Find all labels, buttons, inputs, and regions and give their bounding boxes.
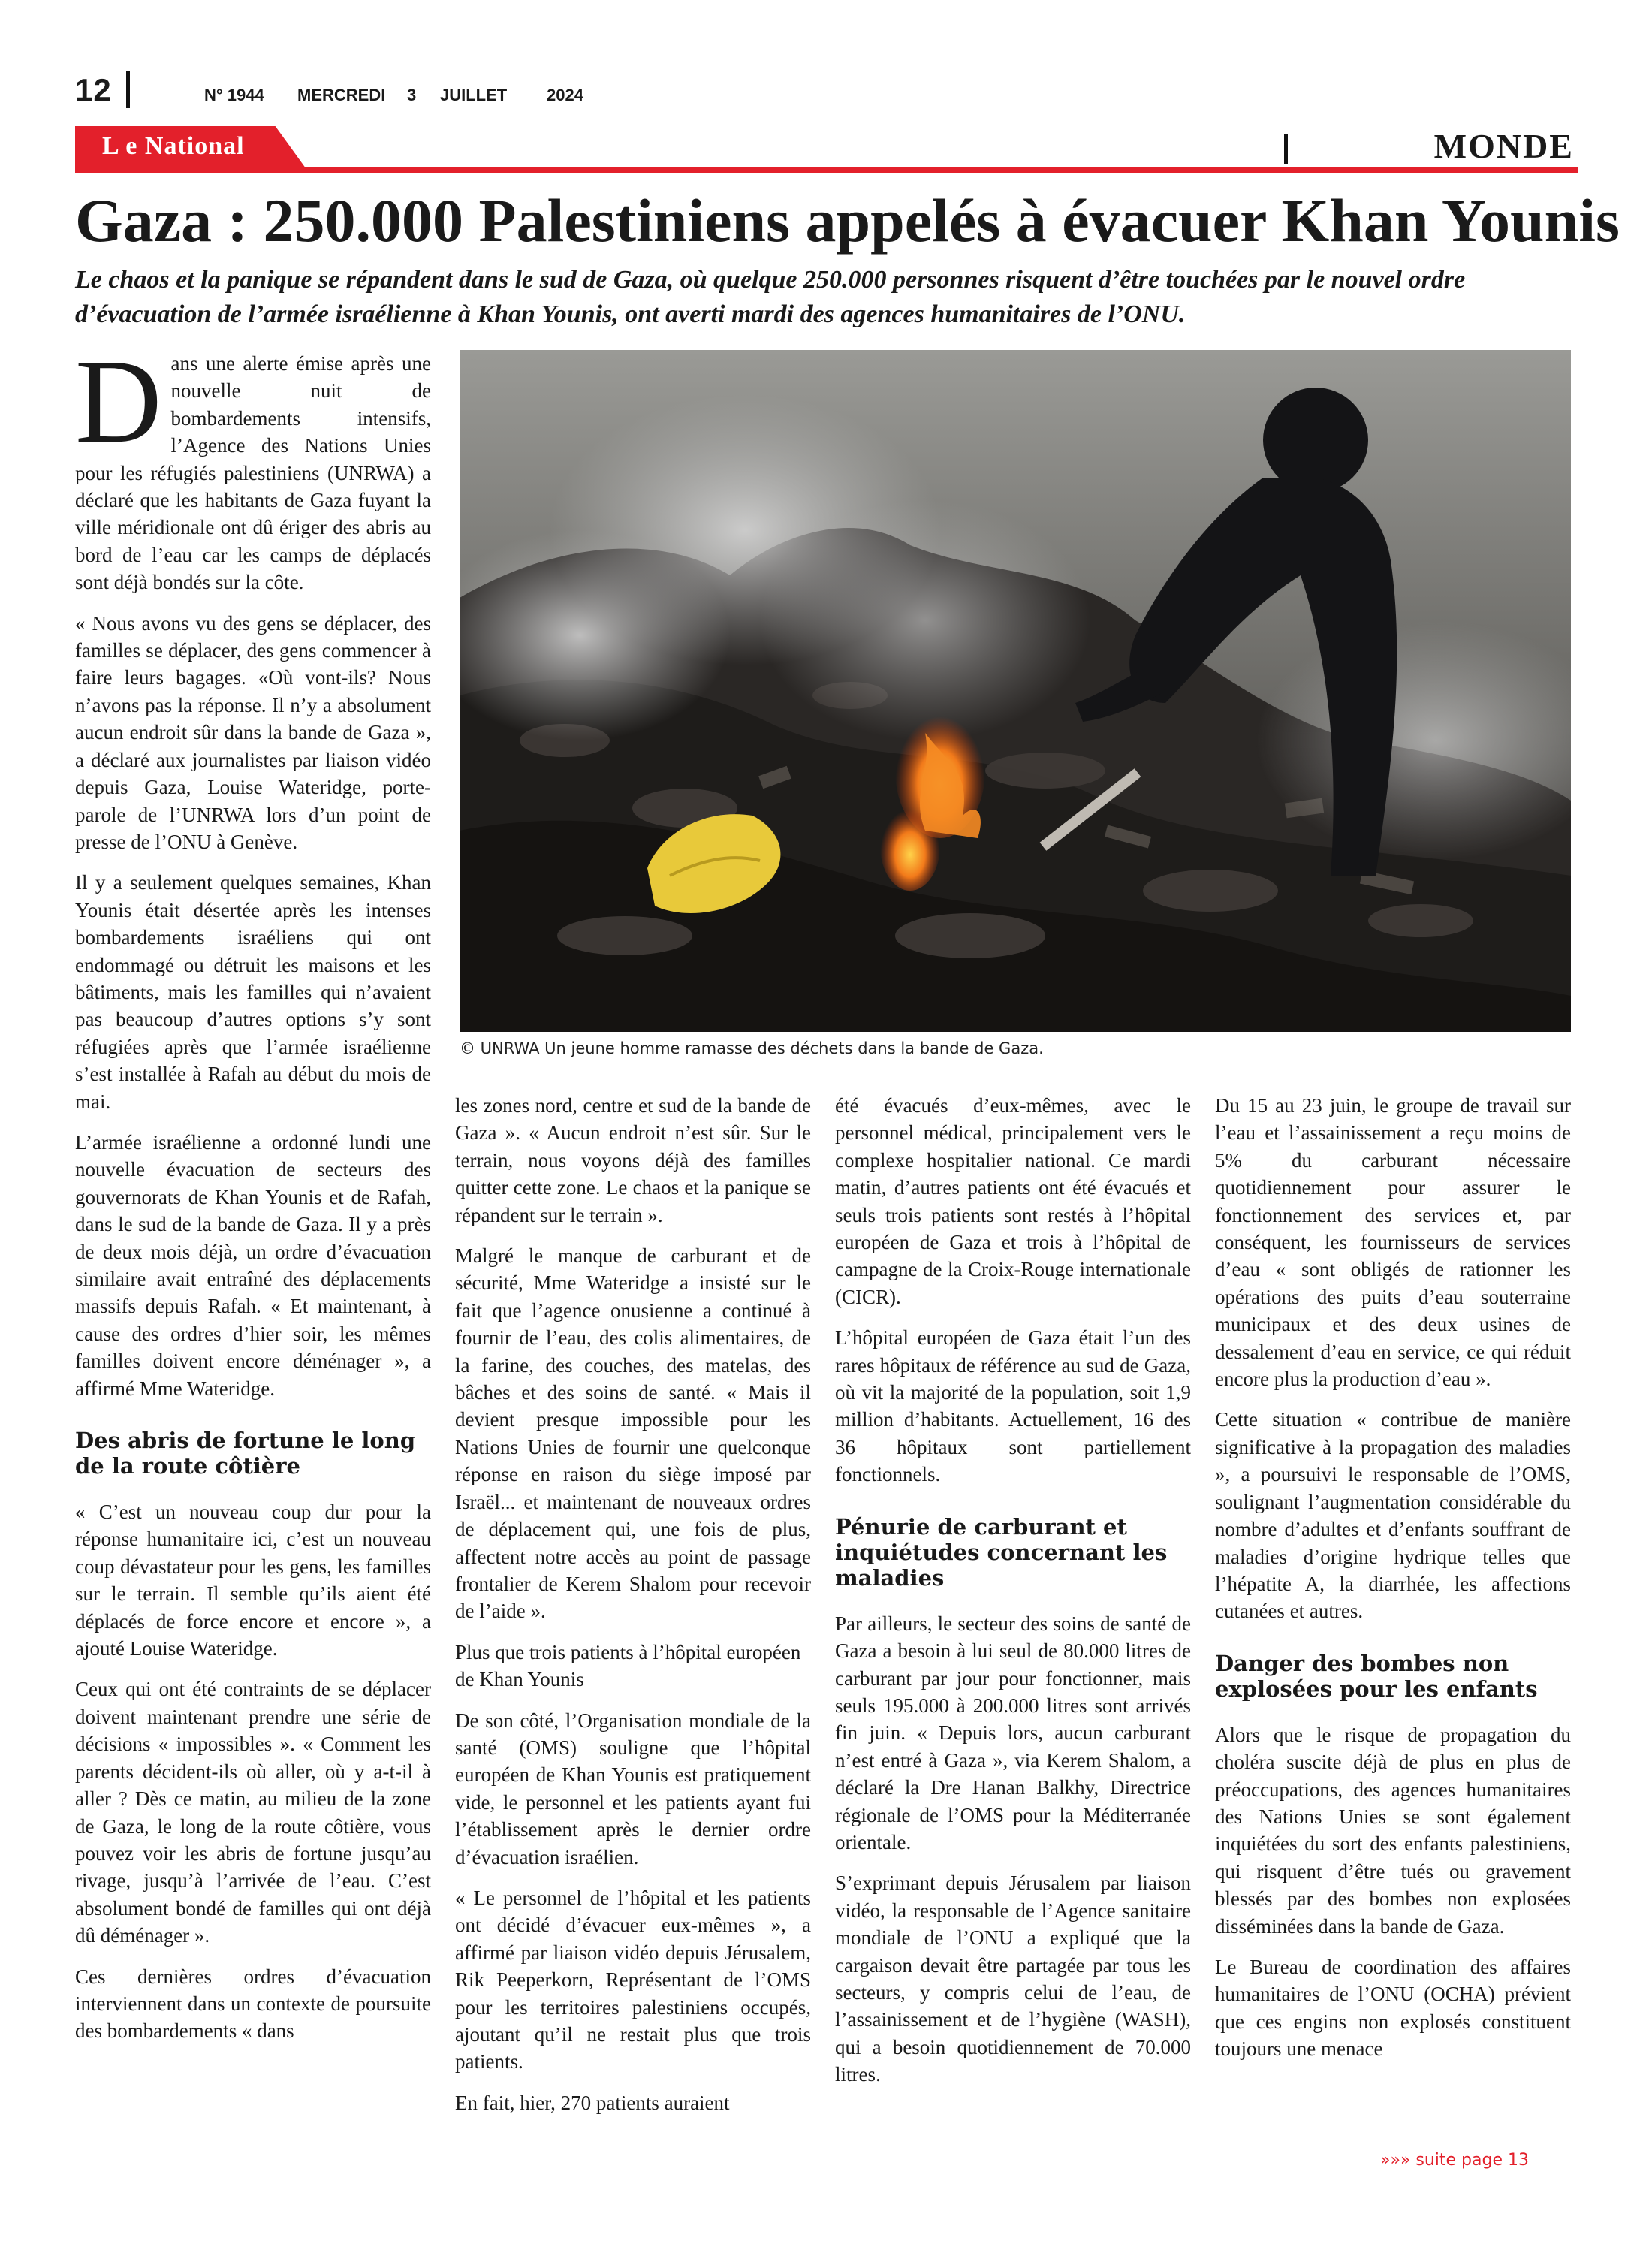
paragraph: L’armée israélienne a ordonné lundi une nouvelle évacuation de secteurs des gouvernorats de Khan Younis et de Rafah, dans le sud de la bande de Gaza. Il y a près de deux mois déjà, un ordre d’évacuation similaire avait entraîné des déplacements massifs depuis Rafah. « Et maintenant, à cause des ordres d’hier soir, les mêmes familles doivent encore déménager », a affirmé Mme Wateridge. (75, 1130, 431, 1400)
newspaper-brand: L e National (102, 132, 245, 160)
article-column-4 (1215, 1092, 1571, 2077)
paragraph: Du 15 au 23 juin, le groupe de travail sur l’eau et l’assainissement a reçu moins de 5% du carburant nécessaire quotidiennement pour assurer le fonctionnement des services et, par conséquent, les fournisseurs de services d’eau « sont obligés de rationner les opérations des puits d’eau souterraine municipaux et des deux usines de dessalement d’eau en service, ce qui réduit encore plus la production d’eau ». (1215, 1094, 1571, 1391)
paragraph: « Le personnel de l’hôpital et les patients ont décidé d’évacuer eux-mêmes », a affirmé par liaison vidéo depuis Jérusalem, Rik Peeperkorn, Représentant de l’OMS pour les territoires palestiniens occupés, ajoutant qu’il ne restait plus que trois patients. (455, 1886, 811, 2074)
photo-caption: © UNRWA Un jeune homme ramasse des déchets dans la bande de Gaza. (460, 1039, 1044, 1057)
subheading: Pénurie de carburant et inquiétudes concernant les maladies (835, 1513, 1168, 1591)
lead-paragraph (75, 334, 431, 596)
article-column-1 (75, 334, 431, 2058)
lead-paragraph-text: ans une alerte émise après une nouvelle nuit de bombardements intensifs, l’Agence des Nations Unies pour les réfugiés palestiniens (UNRWA) a déclaré que les habitants de Gaza fuyant la ville méridionale ont dû ériger des abris au bord de l’eau car les camps de déplacés sont déjà bondés sur la côte. (75, 352, 431, 594)
paragraph: S’exprimant depuis Jérusalem par liaison vidéo, la responsable de l’Agence sanitaire mondiale de l’ONU a expliqué que la cargaison devait être partagée par tous les secteurs, y compris celui de l’eau, de l’assainissement et de l’hygiène (WASH), qui a besoin quotidiennement de 70.000 litres. (835, 1871, 1191, 2086)
article-photo (460, 350, 1571, 1032)
section-divider (1284, 134, 1288, 164)
article-column-3 (835, 1092, 1191, 2102)
paragraph: Alors que le risque de propagation du choléra suscite déjà de plus en plus de préoccupations, des agences humanitaires des Nations Unies se sont également inquiétées du sort des enfants palestiniens, qui risquent d’être tués ou gravement blessés par des bombes non explosées disséminées dans la bande de Gaza. (1215, 1723, 1571, 1938)
article-standfirst: Le chaos et la panique se répandent dans le sud de Gaza, où quelque 250.000 personnes risquent d’être touchées par le nouvel ordre d’évacuation de l’armée israélienne à Khan Younis, ont averti mardi des agences humanitaires de l’ONU. (75, 266, 1466, 328)
issue-month: JUILLET (440, 86, 508, 104)
paragraph: Malgré le manque de carburant et de sécurité, Mme Wateridge a insisté sur le fait que l’agence onusienne a continué à fournir de l’eau, des colis alimentaires, de la farine, des couches, des matelas, des bâches et des soins de santé. « Mais il devient presque impossible pour les Nations Unies de fournir une quelconque réponse en raison du siège imposé par Israël... et maintenant de nouveaux ordres de déplacement qui, une fois de plus, affectent notre accès au point de passage frontalier de Kerem Shalom pour recevoir de l’aide ». (455, 1244, 811, 1623)
paragraph: Il y a seulement quelques semaines, Khan Younis était désertée après les intenses bombardements israéliens qui ont endommagé ou détruit les maisons et les bâtiments, mais les familles qui n’avaient pas beaucoup d’autres options s’y sont réfugiées après que l’armée israélienne s’est installée à Rafah au début du mois de mai. (75, 871, 431, 1113)
drop-cap: D (75, 334, 162, 468)
paragraph: L’hôpital européen de Gaza était l’un des rares hôpitaux de référence au sud de Gaza, où vit la majorité de la population, soit 1,9 million d’habitants. Actuellement, 16 des 36 hôpitaux sont partiellement fonctionnels. (835, 1326, 1191, 1486)
paragraph: Le Bureau de coordination des affaires humanitaires de l’ONU (OCHA) prévient que ces engins non explosés constituent toujours une menace (1215, 1955, 1571, 2061)
continuation-link[interactable]: »»» suite page 13 (1380, 2151, 1529, 2170)
subheading: Danger des bombes non explosées pour les enfants (1215, 1650, 1538, 1702)
article-column-2 (455, 1092, 811, 2130)
paragraph: Ceux qui ont été contraints de se déplacer doivent maintenant prendre une série de décisions « impossibles ». « Comment les parents décident-ils où aller, où y a-t-il à aller ? Dès ce matin, au milieu de la zone de Gaza, le long de la route côtière, vous pouvez voir les abris de fortune jusqu’au rivage, jusqu’à l’arrivée de l’eau. C’est absolument bondé de familles qui ont déjà dû déménager ». (75, 1678, 431, 1947)
paragraph: été évacués d’eux-mêmes, avec le personnel médical, principalement vers le complexe hospitalier national. Ce mardi matin, d’autres patients ont été évacués et seuls trois patients sont restés à l’hôpital européen de Gaza et trois à l’hôpital de campagne de la Croix-Rouge internationale (CICR). (835, 1094, 1191, 1308)
issue-number: N° 1944 (204, 86, 264, 104)
issue-year: 2024 (547, 86, 583, 104)
subheading: Des abris de fortune le long de la route côtière (75, 1428, 416, 1479)
photo-illustration (460, 350, 1571, 1032)
issue-day: 3 (407, 86, 417, 104)
paragraph: les zones nord, centre et sud de la bande de Gaza ». « Aucun endroit n’est sûr. Sur le terrain, nous voyons déjà des familles quitter cette zone. Le chaos et la panique se répandent sur le terrain ». (455, 1094, 811, 1226)
paragraph: Plus que trois patients à l’hôpital européen de Khan Younis (455, 1640, 801, 1691)
paragraph: « C’est un nouveau coup dur pour la réponse humanitaire ici, c’est un nouveau coup dévastateur pour les gens, les familles sur le terrain. Il semble qu’ils aient été déplacés de force encore et encore », a ajouté Louise Wateridge. (75, 1500, 431, 1660)
section-title: MONDE (1433, 127, 1574, 165)
page-number: 12 (75, 72, 112, 107)
paragraph: De son côté, l’Organisation mondiale de la santé (OMS) souligne que l’hôpital européen de Khan Younis est pratiquement vide, le personnel et les patients ayant fui l’établissement après le dernier ordre d’évacuation israélien. (455, 1709, 811, 1868)
paragraph: « Nous avons vu des gens se déplacer, des familles se déplacer, des gens commencer à faire leurs bagages. «Où vont-ils? Nous n’avons pas la réponse. Il n’y a absolument aucun endroit sûr dans la bande de Gaza », a déclaré aux journalistes par liaison vidéo depuis Gaza, Louise Wateridge, porte-parole de l’UNRWA lors d’un point de presse de l’ONU à Genève. (75, 611, 431, 853)
page-number-divider (126, 71, 130, 108)
paragraph: Par ailleurs, le secteur des soins de santé de Gaza a besoin à lui seul de 80.000 litres de carburant par jour pour fonctionner, mais seuls 195.000 à 200.000 litres sont arrivés fin juin. « Depuis lors, aucun carburant n’est entré à Gaza », via Kerem Shalom, a déclaré la Dre Hanan Balkhy, Directrice régionale de l’OMS pour la Méditerranée orientale. (835, 1612, 1191, 1853)
paragraph: Ces dernières ordres d’évacuation interviennent dans un contexte de poursuite des bombardements « dans (75, 1965, 431, 2043)
paragraph: En fait, hier, 270 patients auraient (455, 2091, 730, 2114)
article-headline: Gaza : 250.000 Palestiniens appelés à évacuer Khan Younis (75, 186, 1620, 255)
issue-weekday: MERCREDI (297, 86, 386, 104)
paragraph: Cette situation « contribue de manière significative à la propagation des maladies », a poursuivi le responsable de l’OMS, soulignant l’augmentation considérable du nombre d’adultes et d’enfants souffrant de maladies d’origine hydrique telles que l’hépatite A, la diarrhée, les affections cutanées et autres. (1215, 1408, 1571, 1623)
